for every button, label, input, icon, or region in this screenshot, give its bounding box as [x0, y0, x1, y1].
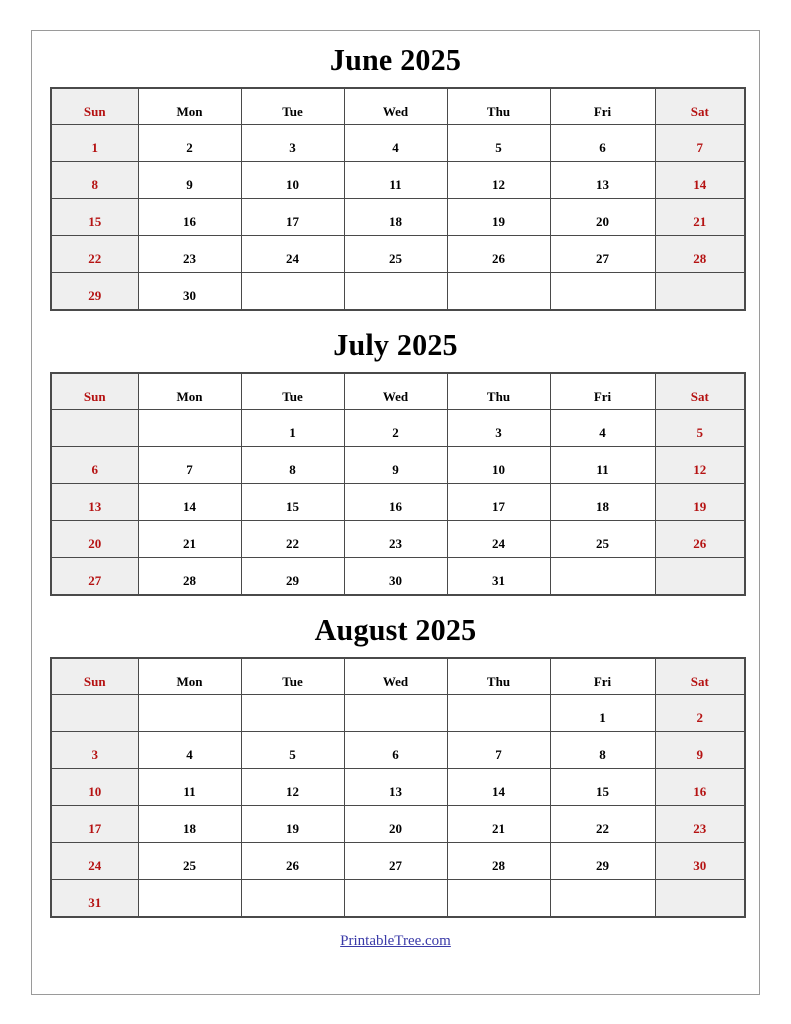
day-number: 27	[389, 858, 402, 873]
day-number: 12	[492, 177, 505, 192]
day-number: 28	[492, 858, 505, 873]
day-cell[interactable]	[241, 521, 344, 558]
day-number: 6	[599, 140, 606, 155]
day-cell[interactable]	[138, 732, 241, 769]
day-cell[interactable]	[344, 732, 447, 769]
day-cell[interactable]	[655, 521, 745, 558]
weekday-header-label: Sun	[83, 103, 106, 119]
day-cell[interactable]	[550, 732, 655, 769]
day-cell[interactable]	[241, 236, 344, 273]
weekday-header-label: Fri	[593, 103, 612, 119]
day-number: 2	[186, 140, 193, 155]
day-number: 22	[286, 536, 299, 551]
calendar-sheet	[32, 31, 759, 994]
day-number: 2	[392, 425, 399, 440]
weekday-header-label: Tue	[282, 673, 303, 689]
day-number: 10	[492, 462, 505, 477]
day-cell[interactable]	[447, 769, 550, 806]
weekday-header-label: Wed	[382, 388, 409, 404]
weekday-header-label: Tue	[282, 103, 303, 119]
day-number: 23	[389, 536, 402, 551]
weekday-header-label: Wed	[382, 103, 409, 119]
day-cell[interactable]	[344, 558, 447, 596]
day-cell-empty	[344, 273, 447, 311]
day-cell[interactable]	[550, 769, 655, 806]
calendar-week-row	[51, 843, 745, 880]
day-number: 7	[696, 140, 703, 155]
day-cell-empty	[138, 880, 241, 918]
day-cell[interactable]	[51, 199, 138, 236]
day-number: 26	[693, 536, 707, 551]
day-cell[interactable]	[447, 199, 550, 236]
day-cell[interactable]	[138, 769, 241, 806]
day-number: 8	[91, 177, 98, 192]
day-number: 26	[286, 858, 299, 873]
day-number: 16	[389, 499, 402, 514]
day-number: 15	[286, 499, 299, 514]
day-cell[interactable]	[241, 806, 344, 843]
day-cell[interactable]	[344, 843, 447, 880]
day-number: 24	[286, 251, 299, 266]
weekday-header-sat	[655, 88, 745, 125]
day-cell-empty	[138, 695, 241, 732]
day-cell[interactable]	[344, 410, 447, 447]
weekday-header-fri	[550, 658, 655, 695]
weekday-header-wed	[344, 88, 447, 125]
calendar-page	[31, 30, 760, 995]
day-cell[interactable]	[655, 125, 745, 162]
day-cell[interactable]	[138, 447, 241, 484]
day-cell[interactable]	[138, 273, 241, 311]
day-number: 17	[88, 821, 102, 836]
day-cell-empty	[241, 273, 344, 311]
day-cell[interactable]	[550, 125, 655, 162]
day-number: 3	[495, 425, 502, 440]
month-title-july: July 2025	[333, 327, 458, 362]
day-cell[interactable]	[344, 162, 447, 199]
weekday-header-label: Fri	[593, 388, 612, 404]
day-number: 31	[492, 573, 505, 588]
day-number: 3	[289, 140, 296, 155]
calendar-header-august	[51, 658, 745, 695]
day-cell[interactable]	[655, 484, 745, 521]
weekday-header-label: Sun	[83, 673, 106, 689]
weekday-header-wed	[344, 373, 447, 410]
day-cell[interactable]	[51, 843, 138, 880]
day-number: 16	[183, 214, 196, 229]
day-number: 13	[88, 499, 102, 514]
day-cell[interactable]	[51, 732, 138, 769]
day-number: 11	[389, 177, 402, 192]
calendar-week-row	[51, 732, 745, 769]
day-cell[interactable]	[447, 484, 550, 521]
day-cell[interactable]	[655, 695, 745, 732]
weekday-header-wed	[344, 658, 447, 695]
day-cell[interactable]	[138, 199, 241, 236]
weekday-header-thu	[447, 88, 550, 125]
day-cell-empty	[447, 273, 550, 311]
day-cell-empty	[447, 880, 550, 918]
day-cell[interactable]	[138, 484, 241, 521]
weekday-header-sat	[655, 373, 745, 410]
day-cell[interactable]	[550, 410, 655, 447]
calendar-header-june	[51, 88, 745, 125]
day-number: 16	[693, 784, 707, 799]
weekday-header-fri	[550, 88, 655, 125]
day-cell[interactable]	[51, 880, 138, 918]
calendar-week-row	[51, 125, 745, 162]
day-cell[interactable]	[51, 447, 138, 484]
day-number: 30	[693, 858, 707, 873]
calendar-table-july	[50, 372, 746, 596]
weekday-header-thu	[447, 658, 550, 695]
day-cell[interactable]	[51, 769, 138, 806]
day-number: 23	[693, 821, 707, 836]
day-number: 8	[289, 462, 296, 477]
weekday-header-row	[51, 88, 745, 125]
weekday-header-sun	[51, 658, 138, 695]
calendar-week-row	[51, 695, 745, 732]
calendar-week-row	[51, 236, 745, 273]
day-cell-empty	[550, 558, 655, 596]
day-cell-empty	[51, 695, 138, 732]
weekday-header-label: Tue	[282, 388, 303, 404]
day-cell[interactable]	[550, 236, 655, 273]
day-number: 18	[389, 214, 402, 229]
day-number: 15	[88, 214, 102, 229]
day-number: 29	[596, 858, 609, 873]
day-number: 2	[696, 710, 703, 725]
calendar-week-row	[51, 806, 745, 843]
day-number: 21	[492, 821, 505, 836]
day-number: 20	[596, 214, 609, 229]
day-number: 1	[599, 710, 606, 725]
day-number: 12	[693, 462, 707, 477]
weekday-header-tue	[241, 88, 344, 125]
calendar-body-july	[51, 410, 745, 596]
day-number: 15	[596, 784, 609, 799]
day-cell[interactable]	[550, 447, 655, 484]
day-cell[interactable]	[241, 410, 344, 447]
day-cell[interactable]	[344, 447, 447, 484]
weekday-header-label: Thu	[486, 388, 511, 404]
day-number: 4	[392, 140, 399, 155]
calendar-week-row	[51, 880, 745, 918]
day-cell-empty	[655, 880, 745, 918]
day-number: 26	[492, 251, 505, 266]
day-number: 10	[286, 177, 299, 192]
month-block-august	[32, 596, 759, 918]
day-number: 13	[389, 784, 402, 799]
calendar-week-row	[51, 162, 745, 199]
weekday-header-label: Thu	[486, 103, 511, 119]
day-cell[interactable]	[655, 162, 745, 199]
day-number: 5	[696, 425, 703, 440]
weekday-header-label: Thu	[486, 673, 511, 689]
day-number: 20	[88, 536, 102, 551]
calendar-header-july	[51, 373, 745, 410]
day-cell[interactable]	[550, 806, 655, 843]
weekday-header-label: Mon	[176, 103, 203, 119]
calendar-week-row	[51, 558, 745, 596]
day-number: 17	[492, 499, 505, 514]
day-number: 11	[596, 462, 609, 477]
day-number: 19	[492, 214, 505, 229]
calendar-week-row	[51, 199, 745, 236]
day-number: 18	[183, 821, 196, 836]
day-number: 17	[286, 214, 299, 229]
day-cell[interactable]	[447, 732, 550, 769]
month-title-june: June 2025	[329, 42, 462, 77]
day-cell[interactable]	[51, 236, 138, 273]
day-cell[interactable]	[550, 162, 655, 199]
day-number: 21	[183, 536, 196, 551]
day-number: 19	[286, 821, 299, 836]
day-cell-empty	[241, 880, 344, 918]
day-cell[interactable]	[550, 843, 655, 880]
day-cell-empty	[550, 273, 655, 311]
day-number: 7	[495, 747, 502, 762]
day-number: 25	[389, 251, 402, 266]
day-number: 18	[596, 499, 609, 514]
day-number: 4	[599, 425, 606, 440]
day-cell[interactable]	[241, 447, 344, 484]
day-cell[interactable]	[550, 199, 655, 236]
day-cell[interactable]	[138, 558, 241, 596]
day-cell[interactable]	[550, 484, 655, 521]
calendar-table-august	[50, 657, 746, 918]
weekday-header-mon	[138, 658, 241, 695]
day-cell[interactable]	[550, 695, 655, 732]
day-cell[interactable]	[655, 843, 745, 880]
day-number: 21	[693, 214, 707, 229]
day-cell[interactable]	[51, 484, 138, 521]
day-cell-empty	[241, 695, 344, 732]
day-cell[interactable]	[447, 843, 550, 880]
day-number: 31	[88, 895, 102, 910]
day-number: 25	[183, 858, 196, 873]
weekday-header-row	[51, 373, 745, 410]
day-number: 13	[596, 177, 609, 192]
day-cell[interactable]	[655, 447, 745, 484]
day-cell[interactable]	[447, 410, 550, 447]
weekday-header-label: Wed	[382, 673, 409, 689]
day-cell[interactable]	[138, 125, 241, 162]
weekday-header-tue	[241, 658, 344, 695]
day-number: 9	[392, 462, 399, 477]
weekday-header-label: Sat	[690, 388, 709, 404]
day-number: 5	[289, 747, 296, 762]
day-cell[interactable]	[241, 125, 344, 162]
day-number: 7	[186, 462, 193, 477]
day-cell[interactable]	[344, 806, 447, 843]
weekday-header-sat	[655, 658, 745, 695]
day-number: 6	[91, 462, 98, 477]
day-cell[interactable]	[447, 162, 550, 199]
weekday-header-label: Sat	[690, 103, 709, 119]
calendar-week-row	[51, 769, 745, 806]
calendar-body-august	[51, 695, 745, 918]
day-number: 25	[596, 536, 609, 551]
weekday-header-label: Sun	[83, 388, 106, 404]
day-cell[interactable]	[447, 236, 550, 273]
day-number: 27	[88, 573, 102, 588]
day-cell-empty	[51, 410, 138, 447]
month-title-august: August 2025	[314, 612, 477, 647]
weekday-header-thu	[447, 373, 550, 410]
day-number: 24	[88, 858, 102, 873]
calendar-week-row	[51, 410, 745, 447]
day-cell[interactable]	[241, 199, 344, 236]
day-cell[interactable]	[51, 162, 138, 199]
day-cell[interactable]	[550, 521, 655, 558]
weekday-header-sun	[51, 373, 138, 410]
day-cell[interactable]	[138, 521, 241, 558]
day-number: 14	[693, 177, 707, 192]
day-cell[interactable]	[344, 769, 447, 806]
day-number: 27	[596, 251, 609, 266]
calendar-table-june	[50, 87, 746, 311]
day-number: 11	[183, 784, 196, 799]
day-cell[interactable]	[447, 521, 550, 558]
day-number: 29	[88, 288, 102, 303]
weekday-header-mon	[138, 88, 241, 125]
day-number: 28	[183, 573, 196, 588]
day-cell[interactable]	[655, 806, 745, 843]
day-cell[interactable]	[655, 769, 745, 806]
day-cell[interactable]	[51, 125, 138, 162]
weekday-header-label: Mon	[176, 673, 203, 689]
day-number: 10	[88, 784, 102, 799]
month-block-june	[32, 31, 759, 311]
calendar-body-june	[51, 125, 745, 311]
day-number: 22	[88, 251, 102, 266]
day-cell-empty	[344, 695, 447, 732]
day-number: 24	[492, 536, 505, 551]
day-number: 4	[186, 747, 193, 762]
day-number: 20	[389, 821, 402, 836]
day-cell[interactable]	[447, 447, 550, 484]
weekday-header-label: Mon	[176, 388, 203, 404]
day-cell[interactable]	[655, 236, 745, 273]
day-cell-empty	[447, 695, 550, 732]
day-cell[interactable]	[241, 843, 344, 880]
day-number: 19	[693, 499, 707, 514]
day-cell[interactable]	[138, 843, 241, 880]
calendar-week-row	[51, 484, 745, 521]
day-cell[interactable]	[138, 162, 241, 199]
day-cell[interactable]	[51, 273, 138, 311]
day-cell[interactable]	[138, 806, 241, 843]
day-cell[interactable]	[447, 806, 550, 843]
day-number: 12	[286, 784, 299, 799]
day-cell-empty	[550, 880, 655, 918]
day-number: 23	[183, 251, 196, 266]
day-number: 1	[91, 140, 98, 155]
day-cell[interactable]	[344, 125, 447, 162]
day-cell[interactable]	[241, 558, 344, 596]
day-number: 29	[286, 573, 299, 588]
day-number: 8	[599, 747, 606, 762]
month-block-july	[32, 311, 759, 596]
weekday-header-sun	[51, 88, 138, 125]
day-cell[interactable]	[241, 769, 344, 806]
footer	[32, 932, 759, 950]
weekday-header-fri	[550, 373, 655, 410]
weekday-header-mon	[138, 373, 241, 410]
day-number: 9	[696, 747, 703, 762]
day-cell-empty	[655, 558, 745, 596]
weekday-header-label: Fri	[593, 673, 612, 689]
day-cell-empty	[655, 273, 745, 311]
day-cell[interactable]	[241, 732, 344, 769]
day-cell[interactable]	[344, 236, 447, 273]
day-cell[interactable]	[138, 236, 241, 273]
day-cell[interactable]	[655, 199, 745, 236]
day-number: 1	[289, 425, 296, 440]
day-number: 22	[596, 821, 609, 836]
day-cell[interactable]	[344, 521, 447, 558]
day-number: 14	[183, 499, 196, 514]
day-cell-empty	[344, 880, 447, 918]
day-cell[interactable]	[51, 521, 138, 558]
calendar-week-row	[51, 521, 745, 558]
calendar-week-row	[51, 447, 745, 484]
day-number: 3	[91, 747, 98, 762]
day-number: 28	[693, 251, 707, 266]
day-number: 9	[186, 177, 193, 192]
day-cell[interactable]	[447, 558, 550, 596]
weekday-header-tue	[241, 373, 344, 410]
day-cell[interactable]	[344, 199, 447, 236]
day-cell[interactable]	[51, 806, 138, 843]
weekday-header-row	[51, 658, 745, 695]
day-number: 30	[183, 288, 196, 303]
day-cell[interactable]	[655, 410, 745, 447]
day-cell[interactable]	[344, 484, 447, 521]
day-cell-empty	[138, 410, 241, 447]
day-cell[interactable]	[447, 125, 550, 162]
day-cell[interactable]	[241, 484, 344, 521]
day-number: 30	[389, 573, 402, 588]
day-number: 14	[492, 784, 505, 799]
day-cell[interactable]	[655, 732, 745, 769]
day-cell[interactable]	[51, 558, 138, 596]
day-cell[interactable]	[241, 162, 344, 199]
day-number: 5	[495, 140, 502, 155]
day-number: 6	[392, 747, 399, 762]
calendar-week-row	[51, 273, 745, 311]
weekday-header-label: Sat	[690, 673, 709, 689]
printabletree-link[interactable]: PrintableTree.com	[340, 933, 451, 949]
